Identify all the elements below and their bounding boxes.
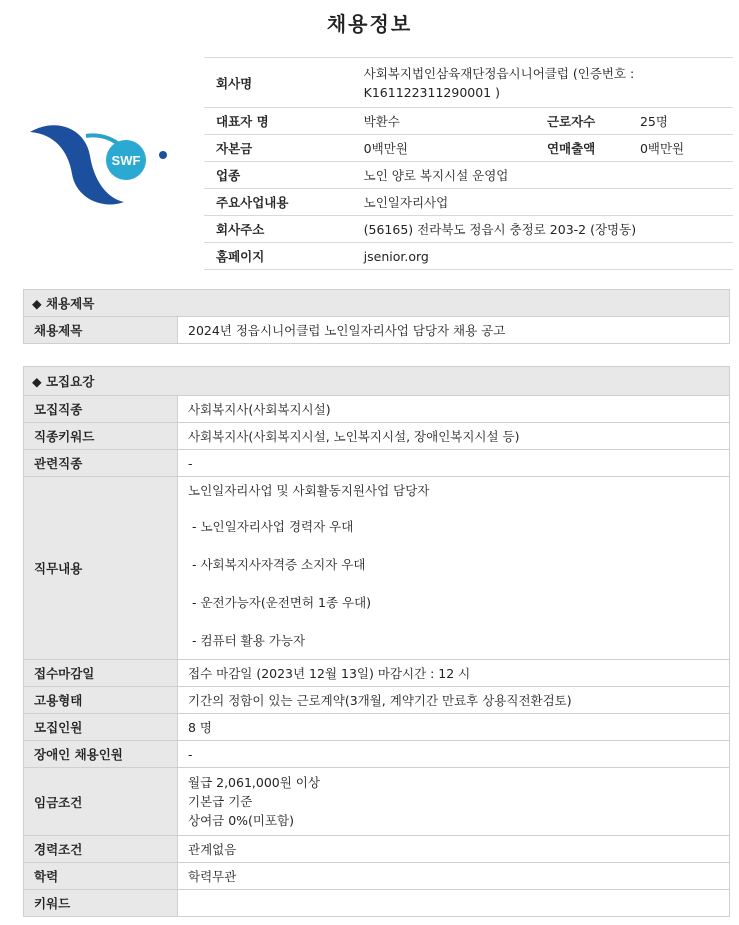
industry-label: 업종 — [204, 162, 352, 189]
headcount-value: 8 명 — [178, 714, 730, 741]
duties-line: 노인일자리사업 및 사회활동지원사업 담당자 — [188, 483, 430, 498]
education-value: 학력무관 — [178, 863, 730, 890]
duties-line: - 컴퓨터 활용 가능자 — [192, 633, 306, 648]
job-keywords-value: 사회복지사(사회복지시설, 노인복지시설, 장애인복지시설 등) — [178, 423, 730, 450]
company-row-ceo — [204, 108, 733, 135]
business-value: 노인일자리사업 — [352, 189, 733, 216]
row-keywords — [24, 890, 730, 917]
company-row-name — [204, 58, 733, 108]
experience-value: 관계없음 — [178, 836, 730, 863]
job-category-label: 모집직종 — [24, 396, 178, 423]
duties-line: - 운전가능자(운전면허 1종 우대) — [192, 595, 372, 610]
related-jobs-value: - — [178, 450, 730, 477]
row-disabled-headcount — [24, 741, 730, 768]
page-title: 채용정보 — [326, 12, 413, 36]
wage-value — [178, 768, 730, 836]
row-job-keywords — [24, 423, 730, 450]
experience-label: 경력조건 — [24, 836, 178, 863]
company-name-label: 회사명 — [204, 58, 352, 108]
recruit-title-section — [23, 289, 730, 344]
homepage-link[interactable]: jsenior.org — [352, 243, 733, 270]
company-row-homepage — [204, 243, 733, 270]
company-row-industry — [204, 162, 733, 189]
duties-line: - 노인일자리사업 경력자 우대 — [192, 519, 354, 534]
capital-label: 자본금 — [204, 135, 352, 162]
business-label: 주요사업내용 — [204, 189, 352, 216]
duties-value — [178, 477, 730, 660]
wage-line: 상여금 0%(미포함) — [188, 813, 295, 828]
disabled-headcount-label: 장애인 채용인원 — [24, 741, 178, 768]
company-row-business — [204, 189, 733, 216]
employees-label: 근로자수 — [547, 108, 640, 135]
wage-line: 기본급 기준 — [188, 794, 253, 809]
recruit-title-section-header: ◆ 채용제목 — [24, 290, 730, 317]
recruit-title-label: 채용제목 — [24, 317, 178, 344]
disabled-headcount-value: - — [178, 741, 730, 768]
duties-line: - 사회복지사자격증 소지자 우대 — [192, 557, 366, 572]
job-category-value: 사회복지사(사회복지시설) — [178, 396, 730, 423]
company-name-value: 사회복지법인삼육재단정읍시니어클럽 (인증번호 : K161122311290001 ) — [352, 58, 733, 108]
company-row-capital — [204, 135, 733, 162]
row-duties — [24, 477, 730, 660]
capital-value: 0백만원 — [352, 135, 547, 162]
revenue-value: 0백만원 — [640, 135, 733, 162]
industry-value: 노인 양로 복지시설 운영업 — [352, 162, 733, 189]
row-wage — [24, 768, 730, 836]
revenue-label: 연매출액 — [547, 135, 640, 162]
row-job-category — [24, 396, 730, 423]
ceo-value: 박환수 — [352, 108, 547, 135]
keywords-value — [178, 890, 730, 917]
logo-text: SWF — [111, 153, 141, 168]
requirements-section — [23, 366, 730, 917]
job-keywords-label: 직종키워드 — [24, 423, 178, 450]
education-label: 학력 — [24, 863, 178, 890]
row-related-jobs — [24, 450, 730, 477]
row-employment-type — [24, 687, 730, 714]
address-label: 회사주소 — [204, 216, 352, 243]
logo-dot — [159, 151, 167, 159]
employees-value: 25명 — [640, 108, 733, 135]
company-info-table — [204, 57, 733, 270]
deadline-label: 접수마감일 — [24, 660, 178, 687]
headcount-label: 모집인원 — [24, 714, 178, 741]
row-experience — [24, 836, 730, 863]
company-logo — [28, 118, 178, 213]
keywords-label: 키워드 — [24, 890, 178, 917]
row-headcount — [24, 714, 730, 741]
homepage-label: 홈페이지 — [204, 243, 352, 270]
wage-label: 임금조건 — [24, 768, 178, 836]
deadline-value: 접수 마감일 (2023년 12월 13일) 마감시간 : 12 시 — [178, 660, 730, 687]
row-education — [24, 863, 730, 890]
employment-type-label: 고용형태 — [24, 687, 178, 714]
related-jobs-label: 관련직종 — [24, 450, 178, 477]
wage-line: 월급 2,061,000원 이상 — [188, 775, 320, 790]
requirements-section-header: ◆ 모집요강 — [24, 367, 730, 396]
duties-label: 직무내용 — [24, 477, 178, 660]
employment-type-value: 기간의 정함이 있는 근로계약(3개월, 계약기간 만료후 상용직전환검토) — [178, 687, 730, 714]
company-row-address — [204, 216, 733, 243]
recruit-title-value: 2024년 정읍시니어클럽 노인일자리사업 담당자 채용 공고 — [178, 317, 730, 344]
row-deadline — [24, 660, 730, 687]
ceo-label: 대표자 명 — [204, 108, 352, 135]
address-value: (56165) 전라북도 정읍시 충정로 203-2 (장명동) — [352, 216, 733, 243]
